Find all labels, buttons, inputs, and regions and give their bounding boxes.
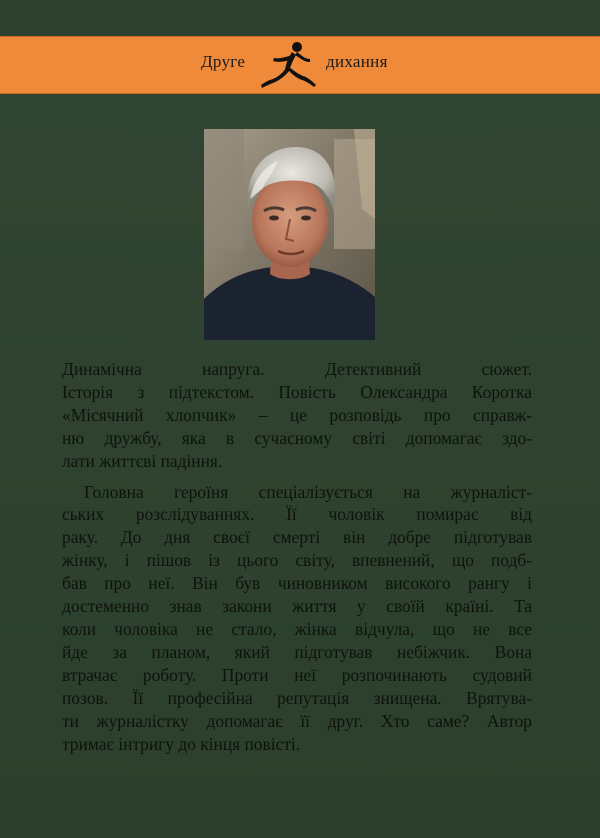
text-line: йде за планом, який підготував небіжчик. Вона (62, 641, 532, 662)
text-line: бав про неї. Він був чиновником високого рангу і (62, 573, 532, 594)
text-line: втрачає роботу. Проти неї розпочинають судовий (62, 664, 532, 685)
text-line: Головна героїня спеціалізується на журналіст- (84, 481, 532, 502)
running-man-icon (258, 40, 328, 92)
text-line: жінку, і пішов із цього світу, впевнений, що подб- (62, 550, 532, 571)
author-photo (204, 129, 375, 340)
top-margin (0, 0, 600, 36)
text-line: раку. До дня своєї смерті він добре підготував (62, 527, 532, 548)
text-line: тримає інтригу до кінця повісті. (62, 733, 301, 754)
text-line: ти журналістку допомагає її друг. Хто саме? Автор (62, 710, 532, 731)
text-line: коли чоловіка не стало, жінка відчула, що не все (62, 618, 532, 639)
book-description (62, 358, 532, 755)
text-line: «Місячний хлопчик» – це розповідь про справж- (62, 404, 532, 425)
text-line: ню дружбу, яка в сучасному світі допомагає здо- (62, 427, 532, 448)
text-line: Динамічна напруга. Детективний сюжет. (62, 359, 532, 379)
text-line: ських розслідуваннях. Її чоловік помирає від (62, 504, 532, 525)
description-paragraph-2 (62, 481, 532, 756)
series-title-left: Друге (201, 52, 246, 71)
text-line: позов. Її професійна репутація знищена. Врятува- (62, 687, 532, 708)
text-line: лати життєві падіння. (62, 450, 223, 471)
description-paragraph-1 (62, 358, 532, 473)
series-title-right: дихання (326, 52, 388, 71)
text-line: достеменно знав закони життя у своїй країні. Та (62, 596, 532, 617)
text-line: Історія з підтекстом. Повість Олександра Коротка (62, 381, 532, 402)
